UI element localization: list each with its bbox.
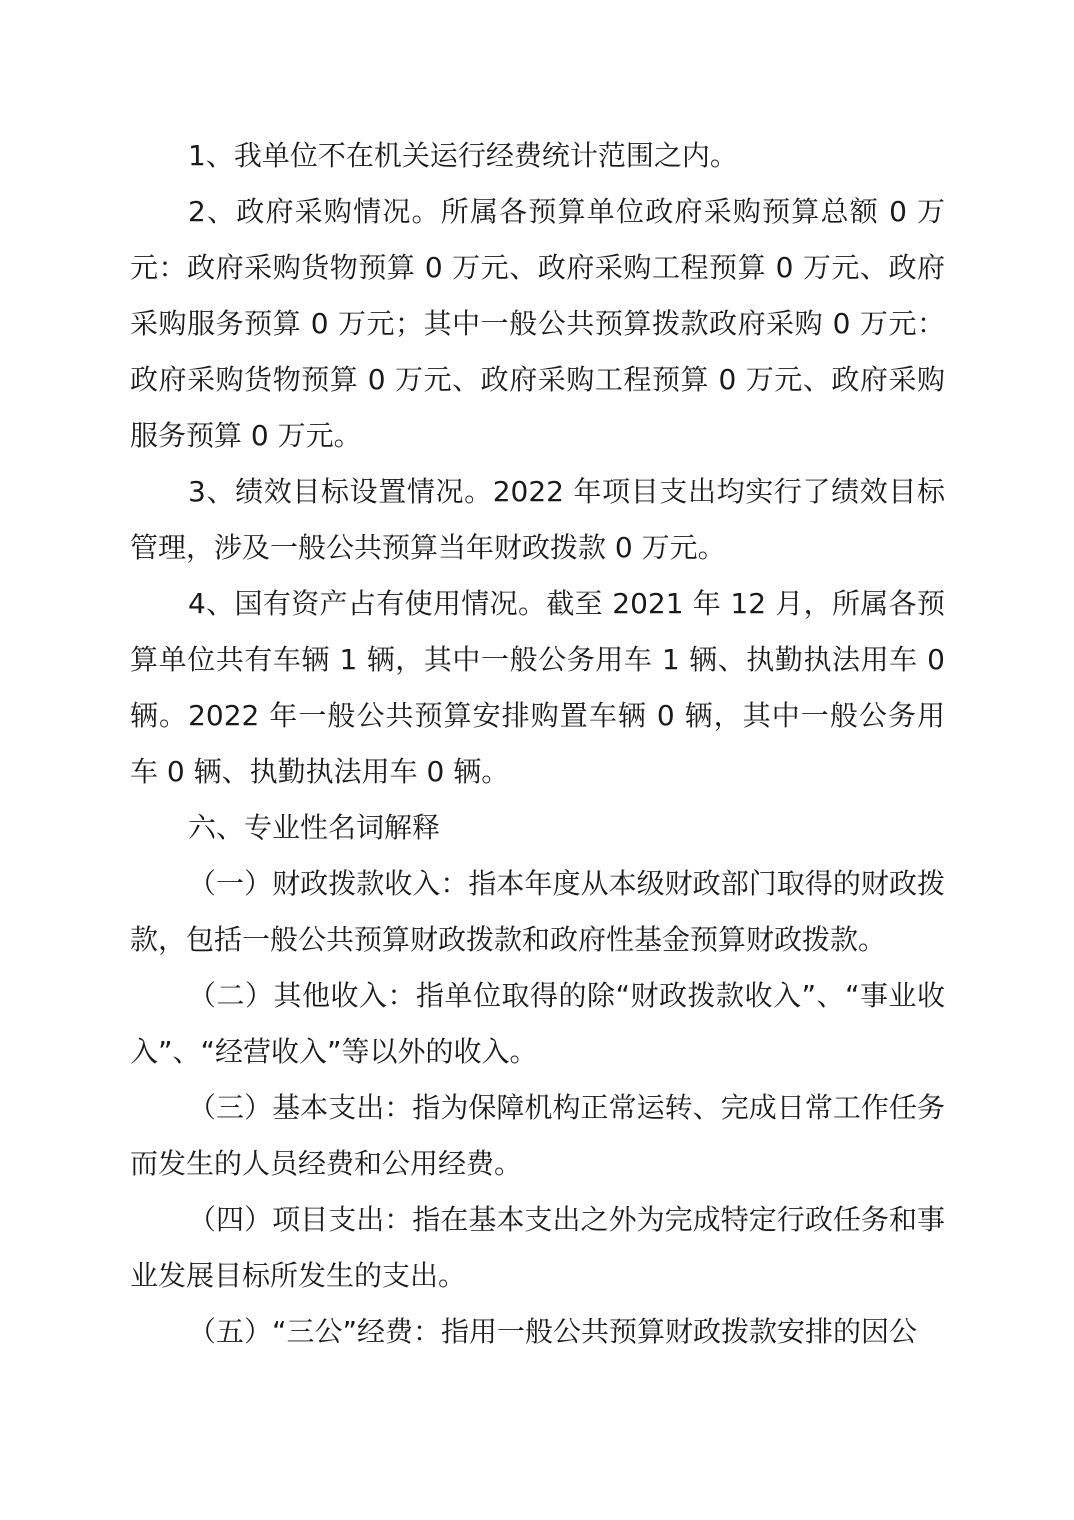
paragraph-performance-targets: 3、绩效目标设置情况。2022 年项目支出均实行了绩效目标管理，涉及一般公共预算当年财政拨款 0 万元。 (130, 475, 945, 564)
paragraph-state-assets: 4、国有资产占有使用情况。截至 2021 年 12 月，所属各预算单位共有车辆 1 辆，其中一般公务用车 1 辆、执勤执法用车 0 辆。2022 年一般公共预算安排购置车辆 0 辆，其中一般公务用车 0 辆、执勤执法用车 0 辆。 (130, 587, 945, 788)
paragraph-term-three-public: （五）“三公”经费：指用一般公共预算财政拨款安排的因公 (188, 1315, 918, 1348)
paragraph-term-fiscal-revenue: （一）财政拨款收入：指本年度从本级财政部门取得的财政拨款，包括一般公共预算财政拨款和政府性基金预算财政拨款。 (130, 867, 945, 956)
paragraph-term-basic-expenditure: （三）基本支出：指为保障机构正常运转、完成日常工作任务而发生的人员经费和公用经费。 (130, 1091, 945, 1180)
paragraph-operating-funds: 1、我单位不在机关运行经费统计范围之内。 (188, 139, 738, 172)
document-body (130, 128, 945, 1360)
paragraph-term-project-expenditure: （四）项目支出：指在基本支出之外为完成特定行政任务和事业发展目标所发生的支出。 (130, 1203, 945, 1292)
paragraph-term-other-revenue: （二）其他收入：指单位取得的除“财政拨款收入”、“事业收入”、“经营收入”等以外的收入。 (130, 979, 945, 1068)
section-heading-terms: 六、专业性名词解释 (188, 811, 441, 844)
paragraph-government-procurement: 2、政府采购情况。所属各预算单位政府采购预算总额 0 万元：政府采购货物预算 0 万元、政府采购工程预算 0 万元、政府采购服务预算 0 万元；其中一般公共预算拨款政府采购 0 万元：政府采购货物预算 0 万元、政府采购工程预算 0 万元、政府采购服务预算 0 万元。 (130, 195, 945, 452)
